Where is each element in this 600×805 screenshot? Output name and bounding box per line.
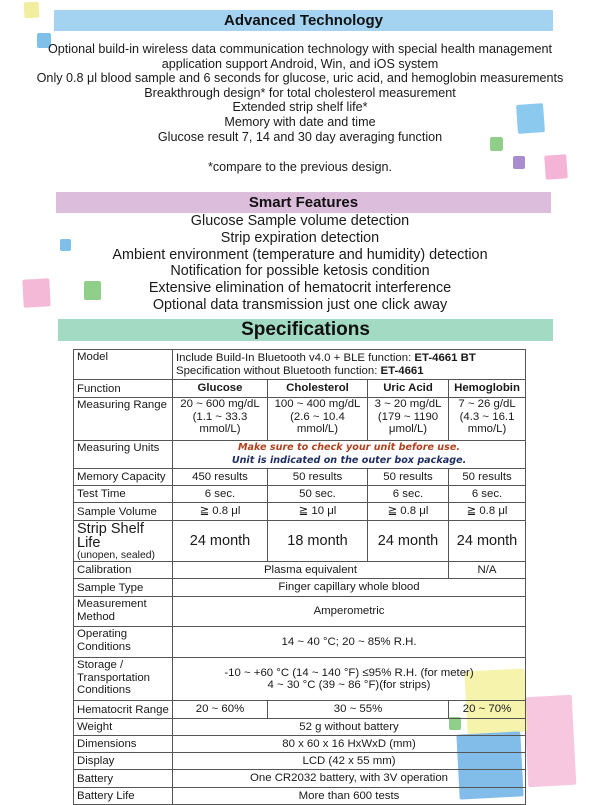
row-label: Weight: [74, 719, 173, 736]
table-cell: LCD (42 x 55 mm): [173, 753, 526, 770]
row-label: Dimensions: [74, 736, 173, 753]
row-label: [74, 597, 173, 627]
smart-features-heading: Smart Features: [56, 192, 551, 213]
table-cell: 30 ~ 55%: [268, 701, 449, 719]
row-label: [74, 521, 173, 562]
table-cell: One CR2032 battery, with 3V operation: [173, 770, 526, 788]
table-cell: Finger capillary whole blood: [173, 579, 526, 597]
model-value: [173, 350, 526, 380]
table-cell: [449, 398, 526, 441]
table-cell: 18 month: [268, 521, 368, 562]
advanced-line: Memory with date and time: [224, 114, 376, 129]
smart-feature-line: Notification for possible ketosis condition: [170, 263, 430, 280]
table-row-sample-type: [74, 579, 526, 597]
table-cell: 20 ~ 60%: [173, 701, 268, 719]
smart-feature-line: Glucose Sample volume detection: [190, 213, 410, 229]
table-cell: 24 month: [173, 521, 268, 562]
smart-feature-line: Ambient environment (temperature and humidity) detection: [112, 246, 488, 263]
label-line: Operating: [77, 628, 128, 640]
range-line: 20 ~ 600 mg/dL: [180, 398, 260, 410]
table-cell: 20 ~ 70%: [449, 701, 526, 719]
table-row-measuring-range: [74, 398, 526, 441]
advanced-line: application support Android, Win, and iOS system: [161, 56, 439, 71]
advanced-line: Glucose result 7, 14 and 30 day averaging function: [157, 129, 443, 144]
column-header: Uric Acid: [368, 380, 449, 398]
table-cell: More than 600 tests: [173, 788, 526, 805]
table-cell: 50 sec.: [268, 486, 368, 503]
table-row-battery: [74, 770, 526, 788]
table-row-memory: [74, 469, 526, 486]
row-label: Calibration: [74, 562, 173, 579]
label-line: Measurement: [77, 598, 147, 610]
row-label: Memory Capacity: [74, 469, 173, 486]
range-line: 7 ~ 26 g/dL: [458, 398, 516, 410]
range-line: (2.6 ~ 10.4 mmol/L): [290, 410, 345, 435]
advanced-footnote: *compare to the previous design.: [207, 160, 393, 174]
table-row-weight: [74, 719, 526, 736]
table-cell: Plasma equivalent: [173, 562, 449, 579]
column-header: Cholesterol: [268, 380, 368, 398]
table-cell: 50 results: [368, 469, 449, 486]
table-cell: 14 ~ 40 °C; 20 ~ 85% R.H.: [173, 627, 526, 658]
table-cell: ≧ 0.8 μl: [368, 503, 449, 521]
table-cell: 6 sec.: [368, 486, 449, 503]
table-cell: [173, 398, 268, 441]
table-row-test-time: [74, 486, 526, 503]
label-line: Method: [77, 610, 115, 623]
row-label: Hematocrit Range: [74, 701, 173, 719]
table-cell: Amperometric: [173, 597, 526, 627]
table-row-storage-conditions: [74, 658, 526, 701]
decor-square-yellow: [24, 2, 40, 19]
table-row-calibration: [74, 562, 526, 579]
range-line: 100 ~ 400 mg/dL: [274, 398, 361, 410]
smart-feature-line: Optional data transmission just one click away: [152, 296, 448, 313]
row-label: Sample Volume: [74, 503, 173, 521]
row-label: Battery: [74, 770, 173, 788]
table-cell: 450 results: [173, 469, 268, 486]
specifications-heading: Specifications: [58, 319, 553, 341]
label-line: Conditions: [77, 640, 131, 653]
table-cell: [268, 398, 368, 441]
table-cell: ≧ 10 μl: [268, 503, 368, 521]
row-label: Test Time: [74, 486, 173, 503]
range-line: (179 ~ 1190: [377, 410, 439, 423]
row-label: Function: [74, 380, 173, 398]
advanced-line: Only 0.8 μl blood sample and 6 seconds for glucose, uric acid, and hemoglobin measurements: [36, 71, 564, 86]
table-cell: ≧ 0.8 μl: [173, 503, 268, 521]
range-line: 3 ~ 20 mg/dL: [374, 398, 442, 410]
unit-note: Unit is indicated on the outer box package.: [231, 454, 467, 466]
model-bt-number: ET-4661 BT: [414, 352, 476, 364]
storage-meter: -10 ~ +60 °C (14 ~ 140 °F) ≤95% R.H. (for meter): [224, 666, 474, 679]
table-row-hematocrit: [74, 701, 526, 719]
label-line: Storage /: [77, 659, 124, 671]
table-row-function: [74, 380, 526, 398]
table-cell: N/A: [449, 562, 526, 579]
table-row-strip-shelf-life: [74, 521, 526, 562]
model-line1-text: Include Build-In Bluetooth v4.0 + BLE function:: [176, 352, 415, 364]
advanced-technology-heading: Advanced Technology: [54, 10, 553, 31]
advanced-line: Optional build-in wireless data communication technology with special health management: [47, 42, 553, 56]
range-line: μmol/L): [388, 423, 428, 435]
table-row-measurement-method: [74, 597, 526, 627]
smart-feature-line: Strip expiration detection: [220, 229, 380, 246]
table-row-measuring-units: [74, 441, 526, 469]
column-header: Hemoglobin: [449, 380, 526, 398]
table-cell: [173, 441, 526, 469]
shelf-life-label: Strip Shelf Life: [77, 521, 144, 551]
table-row-dimensions: [74, 736, 526, 753]
table-cell: 50 results: [449, 469, 526, 486]
row-label: Sample Type: [74, 579, 173, 597]
decor-square-pink: [524, 695, 577, 787]
range-line: (1.1 ~ 33.3: [192, 410, 248, 423]
row-label: Battery Life: [74, 788, 173, 805]
advanced-technology-list: [0, 42, 600, 144]
table-row-battery-life: [74, 788, 526, 805]
model-number: ET-4661: [380, 364, 424, 377]
unit-warning: Make sure to check your unit before use.: [238, 442, 461, 453]
advanced-line: Breakthrough design* for total cholesterol measurement: [144, 85, 456, 100]
table-row-operating-conditions: [74, 627, 526, 658]
row-label: Display: [74, 753, 173, 770]
row-label: [74, 658, 173, 701]
table-cell: 24 month: [449, 521, 526, 562]
specifications-table: [73, 349, 526, 805]
table-row-display: [74, 753, 526, 770]
table-cell: ≧ 0.8 μl: [449, 503, 526, 521]
advanced-line: Extended strip shelf life*: [232, 100, 368, 115]
range-line: mmol/L): [199, 423, 241, 435]
row-label: Model: [74, 350, 173, 380]
table-row-model: [74, 350, 526, 380]
table-cell: 80 x 60 x 16 HxWxD (mm): [173, 736, 526, 753]
table-cell: 52 g without battery: [173, 719, 526, 736]
table-cell: 6 sec.: [449, 486, 526, 503]
table-cell: 24 month: [368, 521, 449, 562]
label-line: Conditions: [77, 684, 131, 696]
table-cell: [173, 658, 526, 701]
row-label: [74, 627, 173, 658]
smart-features-list: [0, 213, 600, 314]
column-header: Glucose: [173, 380, 268, 398]
range-line: (4.3 ~ 16.1: [459, 410, 515, 423]
range-line: mmo/L): [467, 423, 507, 435]
shelf-life-sublabel: (unopen, sealed): [77, 550, 155, 561]
storage-strips: 4 ~ 30 °C (39 ~ 86 °F)(for strips): [267, 679, 431, 691]
model-line2-text: Specification without Bluetooth function:: [176, 364, 381, 377]
table-cell: 6 sec.: [173, 486, 268, 503]
table-row-sample-volume: [74, 503, 526, 521]
table-cell: [368, 398, 449, 441]
smart-feature-line: Extensive elimination of hematocrit interference: [148, 280, 452, 297]
table-cell: 50 results: [268, 469, 368, 486]
label-line: Transportation: [77, 671, 151, 684]
row-label: Measuring Range: [74, 398, 173, 441]
row-label: Measuring Units: [74, 441, 173, 469]
